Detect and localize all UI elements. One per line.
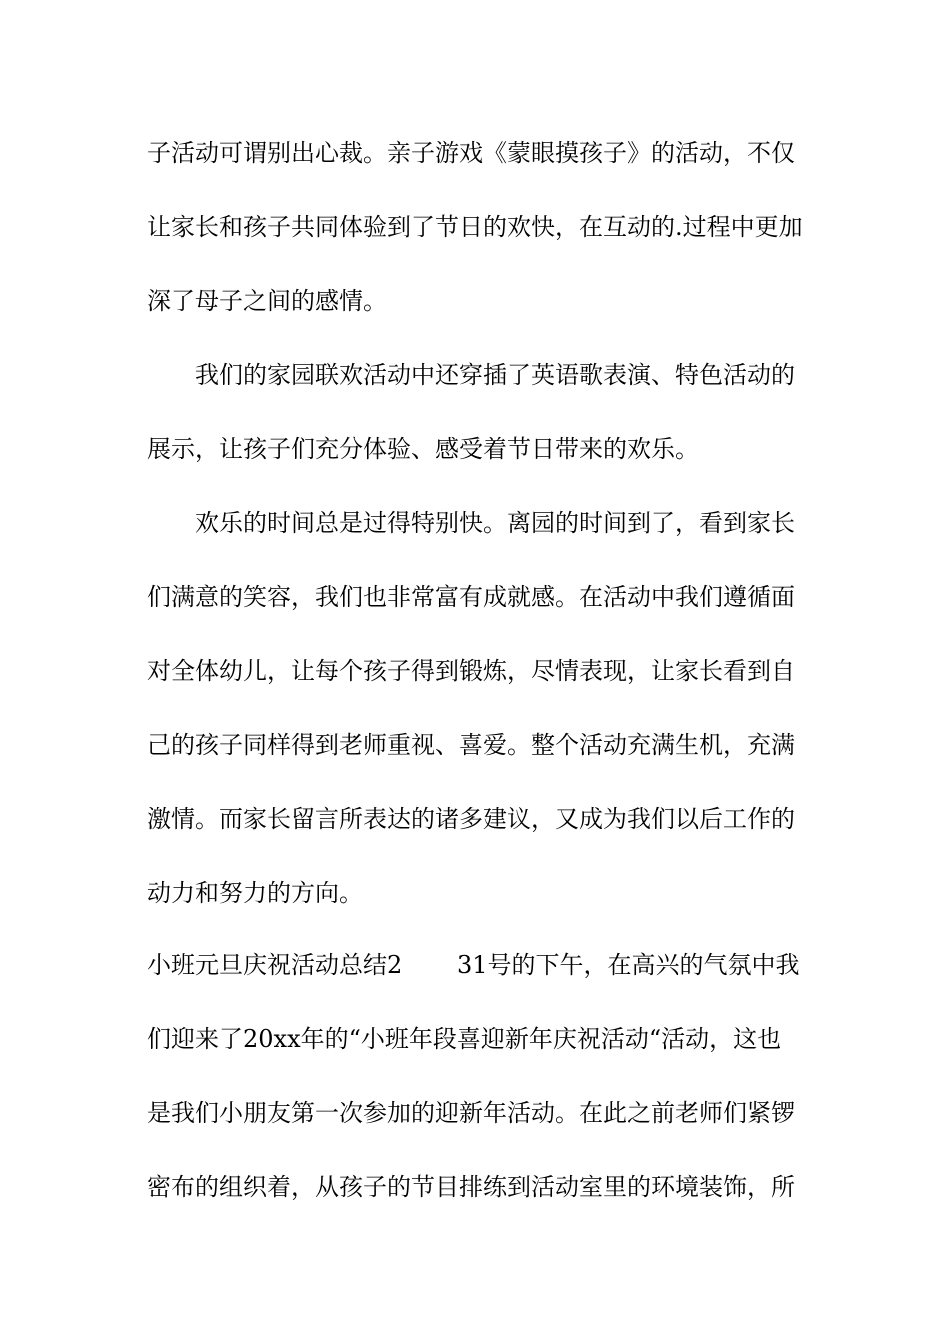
- text-line-13: 们迎来了20xx年的“小班年段喜迎新年庆祝活动“活动，这也: [147, 1025, 782, 1053]
- text-line-15: 密布的组织着，从孩子的节目排练到活动室里的环境装饰，所: [147, 1173, 795, 1201]
- text-line-12: 31号的下午，在高兴的气氛中我: [457, 951, 800, 979]
- text-line-8: 对全体幼儿，让每个孩子得到锻炼，尽情表现，让家长看到自: [147, 657, 795, 685]
- text-line-5: 展示，让孩子们充分体验、感受着节日带来的欢乐。: [147, 435, 699, 463]
- text-line-6: 欢乐的时间总是过得特别快。离园的时间到了，看到家长: [195, 509, 795, 537]
- section-heading: 小班元旦庆祝活动总结2: [147, 951, 403, 979]
- text-line-9: 己的孩子同样得到老师重视、喜爱。整个活动充满生机，充满: [147, 731, 795, 759]
- text-line-4: 我们的家园联欢活动中还穿插了英语歌表演、特色活动的: [195, 361, 795, 389]
- text-line-11: 动力和努力的方向。: [147, 879, 363, 907]
- text-line-1: 子活动可谓别出心裁。亲子游戏《蒙眼摸孩子》的活动，不仅: [147, 139, 795, 167]
- text-line-14: 是我们小朋友第一次参加的迎新年活动。在此之前老师们紧锣: [147, 1099, 795, 1127]
- text-line-7: 们满意的笑容，我们也非常富有成就感。在活动中我们遵循面: [147, 583, 795, 611]
- text-line-2: 让家长和孩子共同体验到了节日的欢快，在互动的.过程中更加: [147, 213, 803, 241]
- text-line-3: 深了母子之间的感情。: [147, 287, 387, 315]
- text-line-10: 激情。而家长留言所表达的诸多建议，又成为我们以后工作的: [147, 805, 795, 833]
